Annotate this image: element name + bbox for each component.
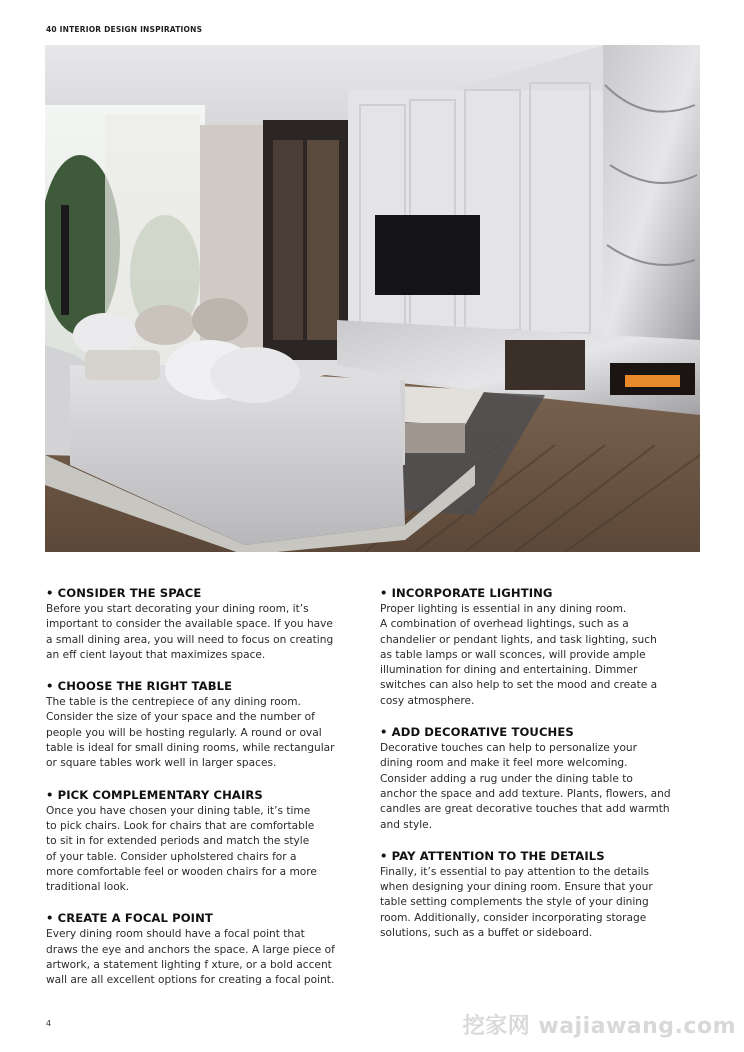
section-consider-space bbox=[46, 586, 368, 663]
left-column bbox=[46, 586, 368, 1005]
section-heading: • CREATE A FOCAL POINT bbox=[46, 911, 213, 926]
section-focal-point bbox=[46, 911, 368, 988]
watermark: 挖家网 wajiawang.com bbox=[462, 1014, 736, 1039]
section-lighting bbox=[380, 586, 702, 709]
section-body: Decorative touches can help to personalize your dining room and make it feel more welcoming. Consider adding a rug under the dining table to anchor the space and add texture. Plants, flowers, and candles are great decorative touches that add warmth and style. bbox=[380, 742, 671, 831]
section-body: Once you have chosen your dining table, it’s time to pick chairs. Look for chairs that are comfortable to sit in for extended periods and match the style of your table. Consider upholstered chairs for a more comfortable feel or wooden chairs for a more traditional look. bbox=[46, 804, 317, 894]
right-column bbox=[380, 586, 702, 957]
section-body: Before you start decorating your dining room, it’s important to consider the available space. If you have a small dining area, you will need to focus on creating an eff cient layout that maximizes space. bbox=[46, 603, 334, 661]
section-heading: • ADD DECORATIVE TOUCHES bbox=[380, 725, 574, 740]
interior-photo bbox=[45, 45, 700, 552]
section-heading: • INCORPORATE LIGHTING bbox=[380, 586, 553, 600]
section-body: Proper lighting is essential in any dining room. A combination of overhead lightings, such as a chandelier or pendant lights, and task lighting, such as table lamps or wall sconces, will provide ample illumination for dining and entertaining. Dimmer switches can also help to set the mood and create a cosy atmosphere. bbox=[380, 603, 658, 707]
section-details bbox=[380, 849, 702, 941]
section-heading: • PICK COMPLEMENTARY CHAIRS bbox=[46, 787, 263, 802]
section-heading: • CHOOSE THE RIGHT TABLE bbox=[46, 679, 233, 694]
section-decorative-touches bbox=[380, 725, 702, 833]
section-heading: • CONSIDER THE SPACE bbox=[46, 586, 202, 600]
section-heading: • PAY ATTENTION TO THE DETAILS bbox=[380, 848, 605, 863]
section-body: The table is the centrepiece of any dining room. Consider the size of your space and the number of people you will be hosting regularly. A round or oval table is ideal for small dining rooms, while rectangular or square tables work well in larger spaces. bbox=[46, 696, 335, 770]
section-choose-table bbox=[46, 679, 368, 771]
section-pick-chairs bbox=[46, 788, 368, 896]
running-header: 40 INTERIOR DESIGN INSPIRATIONS bbox=[46, 25, 203, 34]
section-body: Every dining room should have a focal point that draws the eye and anchors the space. A large piece of artwork, a statement lighting f xture, or a bold accent wall are all excellent options for creating a focal point. bbox=[46, 928, 335, 987]
page-number: 4 bbox=[46, 1019, 52, 1028]
section-body: Finally, it’s essential to pay attention to the details when designing your dining room. Ensure that your table setting complements the style of your dining room. Additionally, consider incorporating storage solutions, such as a buffet or sideboard. bbox=[380, 865, 653, 940]
